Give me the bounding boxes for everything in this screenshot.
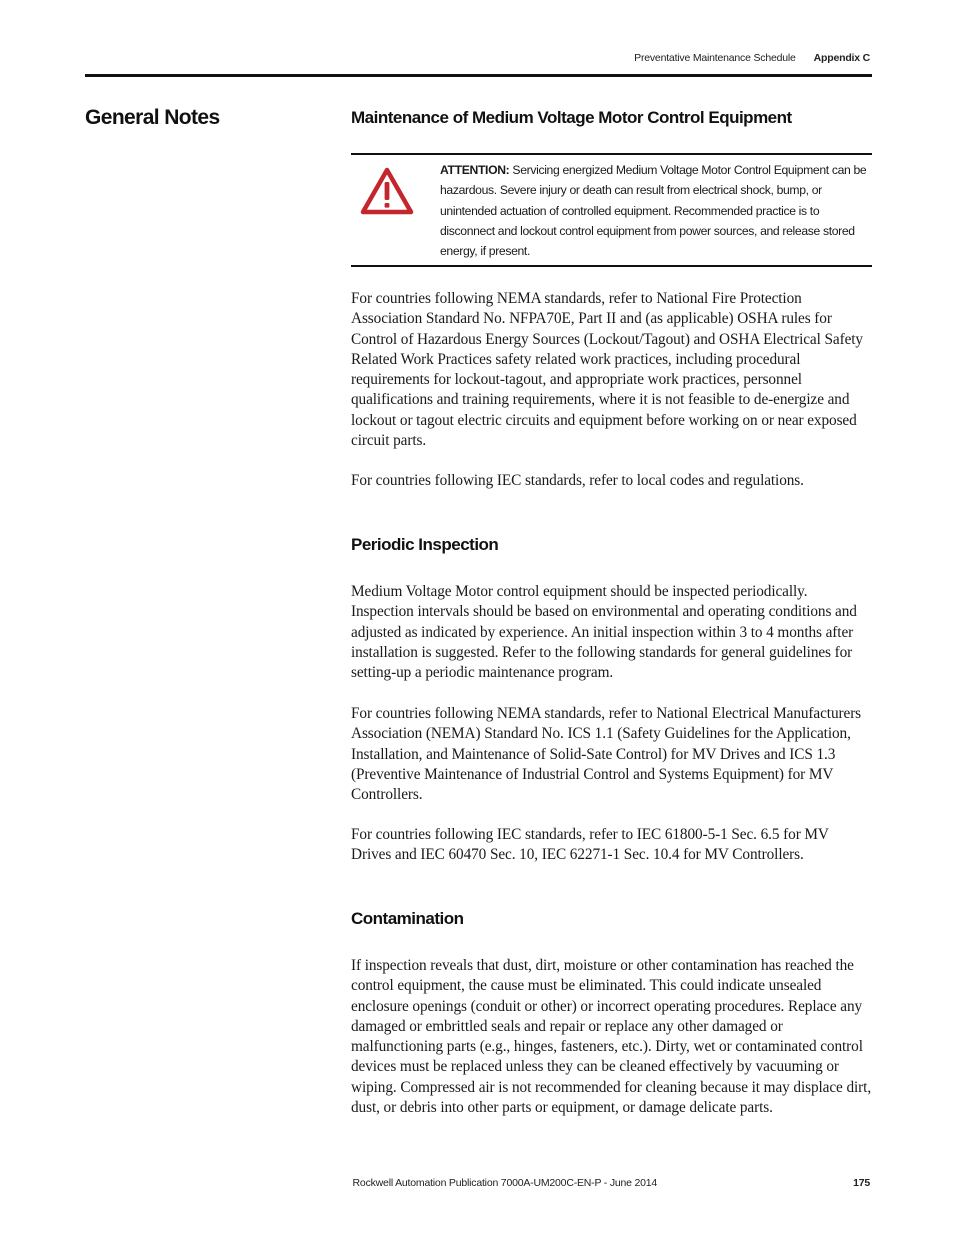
periodic-paragraph-nema: For countries following NEMA standards, refer to National Electrical Manufacturers Association (NEMA) Standard No. ICS 1.1 (Safety Guidelines for the Application, Installation, and Maintenance of Solid-Sate Control) for MV Drives and ICS 1.3 (Preventive Maintenance of Industrial Control and Systems Equipment) for MV Controllers. [351,705,862,804]
maintenance-heading: Maintenance of Medium Voltage Motor Control Equipment [351,108,792,127]
periodic-paragraph-iec: For countries following IEC standards, refer to IEC 61800-5-1 Sec. 6.5 for MV Drives and IEC 60470 Sec. 10, IEC 62271-1 Sec. 10.4 for MV Controllers. [351,826,829,864]
header-rule [85,74,872,77]
maintenance-paragraph-nema: For countries following NEMA standards, refer to National Fire Protection Association Standard No. NFPA70E, Part II and (as applicable) OSHA rules for Control of Hazardous Energy Sources (Lockout/Tagout) and OSHA Electrical Safety Related Work Practices safety related work practices, including procedural requirements for lockout-tagout, and appropriate work practices, personnel qualifications and training requirements, where it is not feasible to de-energize and lockout or tagout electric circuits and equipment before working on or near exposed circuit parts. [351,290,863,450]
periodic-inspection-heading: Periodic Inspection [351,535,499,554]
page-footer [353,1177,870,1189]
header-section: Preventative Maintenance Schedule [634,52,796,64]
running-header [634,52,870,64]
page-number: 175 [853,1177,870,1189]
maintenance-paragraph-iec: For countries following IEC standards, refer to local codes and regulations. [351,472,804,489]
header-appendix: Appendix C [813,52,870,64]
attention-text [440,160,868,261]
contamination-heading: Contamination [351,909,464,928]
attention-box [351,153,872,267]
attention-body: Servicing energized Medium Voltage Motor Control Equipment can be hazardous. Severe injury or death can result from electrical shock, bump, or unintended actuation of controlled equipment. Recommended practice is to disconnect and lockout control equipment from power sources, and release stored energy, if present. [440,163,867,259]
side-title: General Notes [85,106,220,129]
attention-label: ATTENTION: [440,163,510,177]
contamination-paragraph: If inspection reveals that dust, dirt, moisture or other contamination has reached the control equipment, the cause must be eliminated. This could indicate unsealed enclosure openings (conduit or other) or incorrect operating procedures. Replace any damaged or embrittled seals and repair or replace any other damaged or malfunctioning parts (e.g., hinges, fasteners, etc.). Dirty, wet or contaminated control devices must be replaced unless they can be cleaned effectively by vacuuming or wiping. Compressed air is not recommended for cleaning because it may displace dirt, dust, or debris into other parts or equipment, or damage delicate parts. [351,957,872,1117]
warning-triangle-icon [360,167,414,215]
footer-publication: Rockwell Automation Publication 7000A-UM200C-EN-P - June 2014 [352,1177,658,1189]
periodic-paragraph-intro: Medium Voltage Motor control equipment should be inspected periodically. Inspection intervals should be based on environmental and operating conditions and adjusted as indicated by experience. An initial inspection within 3 to 4 months after installation is suggested. Refer to the following standards for general guidelines for setting-up a periodic maintenance program. [351,583,857,682]
